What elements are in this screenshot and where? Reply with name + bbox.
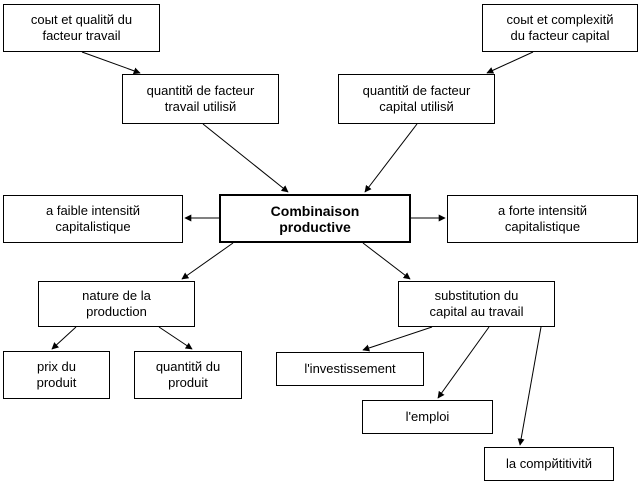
arrow-cout-capital-to-quantite-capital xyxy=(487,52,533,73)
node-quantite-capital-label: quantitй de facteur capital utilisй xyxy=(362,83,471,114)
node-quantite-capital xyxy=(338,74,495,124)
arrow-nature-to-quantite-produit xyxy=(159,327,192,349)
node-cout-qualite-travail xyxy=(3,4,160,52)
node-quantite-produit-label: quantitй du produit xyxy=(155,359,221,390)
arrow-cout-travail-to-quantite-travail xyxy=(82,52,140,73)
node-prix-produit xyxy=(3,351,110,399)
node-combinaison-productive-label: Combinaison productive xyxy=(270,202,360,235)
arrow-quantite-travail-to-combinaison xyxy=(203,124,288,192)
node-quantite-produit xyxy=(134,351,242,399)
node-faible-intensite-label: a faible intensitй capitalistique xyxy=(46,203,140,234)
node-quantite-travail xyxy=(122,74,279,124)
node-nature-production-label: nature de la production xyxy=(82,288,151,319)
node-faible-intensite xyxy=(3,195,183,243)
node-combinaison-productive xyxy=(219,194,411,243)
node-competitivite xyxy=(484,447,614,481)
node-nature-production xyxy=(38,281,195,327)
arrow-substitution-to-emploi xyxy=(438,327,489,398)
node-substitution-capital-travail-label: substitution du capital au travail xyxy=(429,288,524,319)
arrow-quantite-capital-to-combinaison xyxy=(365,124,417,192)
node-investissement-label: l'investissement xyxy=(304,361,396,376)
arrow-combinaison-to-substitution xyxy=(363,243,410,279)
node-substitution-capital-travail xyxy=(398,281,555,327)
node-quantite-travail-label: quantitй de facteur travail utilisй xyxy=(146,83,255,114)
node-forte-intensite xyxy=(447,195,638,243)
node-emploi xyxy=(362,400,493,434)
node-cout-complexite-capital xyxy=(482,4,638,52)
arrow-combinaison-to-nature xyxy=(182,243,233,279)
node-forte-intensite-label: a forte intensitй capitalistique xyxy=(498,203,587,234)
node-cout-qualite-travail-label: coыt et qualitй du facteur travail xyxy=(30,12,133,43)
arrow-substitution-to-investissement xyxy=(363,327,432,350)
node-prix-produit-label: prix du produit xyxy=(36,359,77,390)
node-investissement xyxy=(276,352,424,386)
node-emploi-label: l'emploi xyxy=(405,409,450,424)
node-competitivite-label: la compйtitivitй xyxy=(505,456,593,471)
node-cout-complexite-capital-label: coыt et complexitй du facteur capital xyxy=(506,12,614,43)
arrow-substitution-to-competitivite xyxy=(520,327,541,445)
arrow-nature-to-prix xyxy=(52,327,76,349)
